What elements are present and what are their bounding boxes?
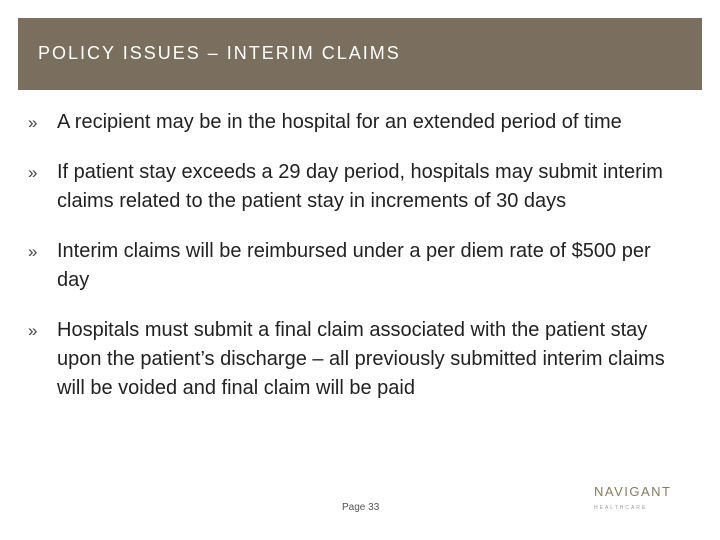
- bullet-text: Hospitals must submit a final claim associated with the patient stay upon the patient’s discharge – all previously submitted interim claims will be voided and final claim will be paid: [57, 319, 665, 399]
- list-item: [28, 158, 688, 216]
- bullet-text: Interim claims will be reimbursed under a per diem rate of $500 per day: [57, 240, 651, 291]
- bullet-list: [28, 108, 688, 424]
- list-item: [28, 316, 688, 403]
- slide-title: POLICY ISSUES – INTERIM CLAIMS: [38, 43, 401, 63]
- logo-wordmark: NAVIGANT: [594, 484, 672, 499]
- page-number: Page 33: [342, 502, 380, 513]
- bullet-marker-icon: »: [28, 163, 38, 182]
- list-item: [28, 108, 688, 137]
- logo-tagline: HEALTHCARE: [594, 505, 648, 511]
- list-item: [28, 237, 688, 295]
- navigant-logo: [594, 484, 686, 516]
- bullet-text: A recipient may be in the hospital for an extended period of time: [57, 111, 622, 133]
- header-band: [18, 18, 702, 90]
- bullet-marker-icon: »: [28, 242, 38, 261]
- bullet-marker-icon: »: [28, 321, 38, 340]
- bullet-marker-icon: »: [28, 113, 38, 132]
- bullet-text: If patient stay exceeds a 29 day period, hospitals may submit interim claims related to the patient stay in increments of 30 days: [57, 161, 663, 212]
